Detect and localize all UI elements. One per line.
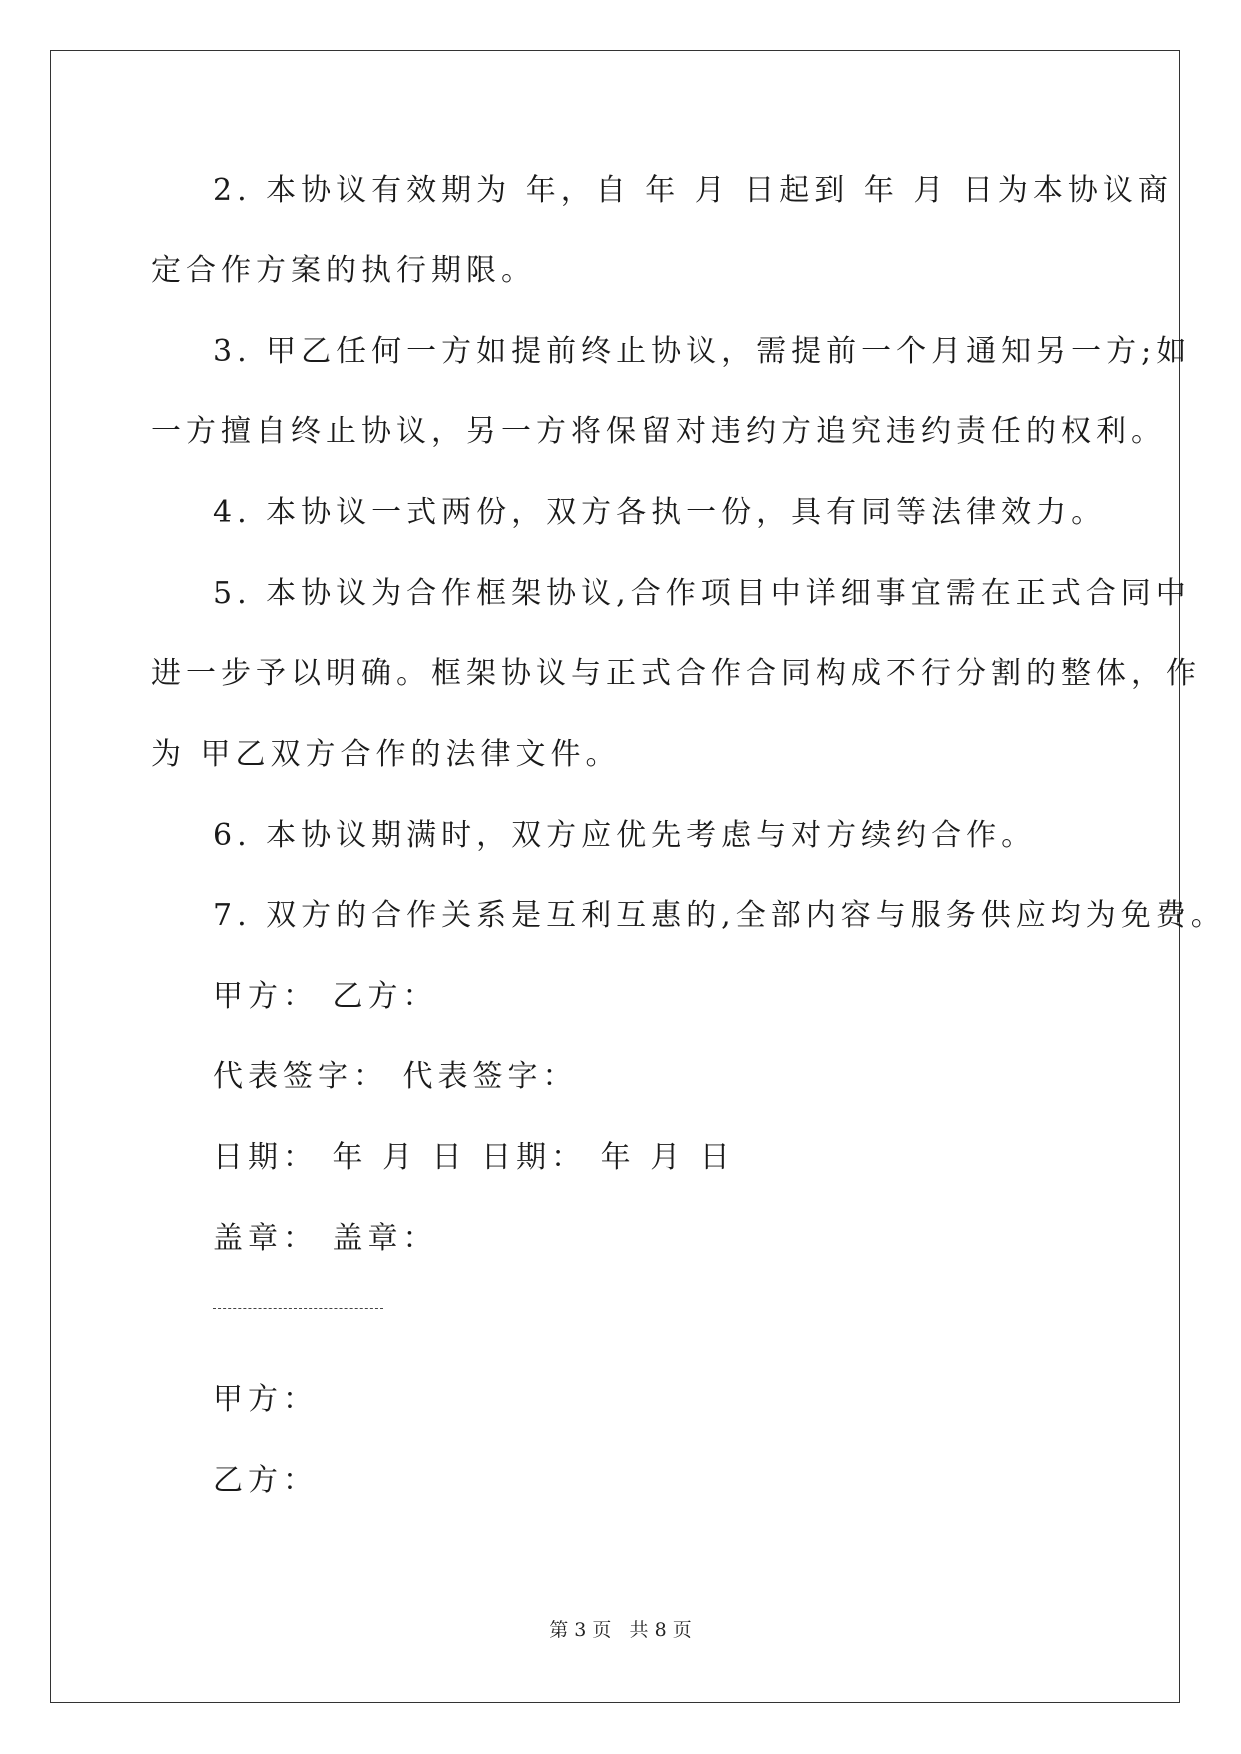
clause-5-line-1: 5. 本协议为合作框架协议,合作项目中详细事宜需在正式合同中	[213, 576, 1191, 611]
signature-seal-line: 盖章： 盖章：	[213, 1221, 438, 1256]
signature-date-line: 日期： 年 月 日 日期： 年 月 日	[213, 1140, 735, 1175]
clause-6: 6. 本协议期满时，双方应优先考虑与对方续约合作。	[213, 818, 1037, 853]
separator-dashes	[213, 1308, 383, 1309]
clause-4: 4. 本协议一式两份，双方各执一份，具有同等法律效力。	[213, 495, 1107, 530]
clause-3-line-1: 3. 甲乙任何一方如提前终止协议，需提前一个月通知另一方;如	[213, 334, 1192, 369]
clause-3-line-2: 一方擅自终止协议，另一方将保留对违约方追究违约责任的权利。	[151, 414, 1166, 449]
clause-2-line-2: 定合作方案的执行期限。	[151, 253, 536, 288]
clause-5-line-2: 进一步予以明确。框架协议与正式合作合同构成不行分割的整体，作	[151, 656, 1201, 691]
page-number-footer: 第 3 页 共 8 页	[549, 1619, 692, 1641]
clause-7: 7. 双方的合作关系是互利互惠的,全部内容与服务供应均为免费。	[213, 898, 1226, 933]
signature-party-line: 甲方： 乙方：	[213, 979, 438, 1014]
clause-2-line-1: 2. 本协议有效期为 年，自 年 月 日起到 年 月 日为本协议商	[213, 173, 1173, 208]
signature-representative-line: 代表签字： 代表签字：	[213, 1059, 578, 1094]
clause-5-line-3: 为 甲乙双方合作的法律文件。	[151, 737, 621, 772]
party-b-line: 乙方：	[213, 1463, 318, 1498]
page-border	[50, 50, 1180, 1703]
party-a-line: 甲方：	[213, 1382, 318, 1417]
